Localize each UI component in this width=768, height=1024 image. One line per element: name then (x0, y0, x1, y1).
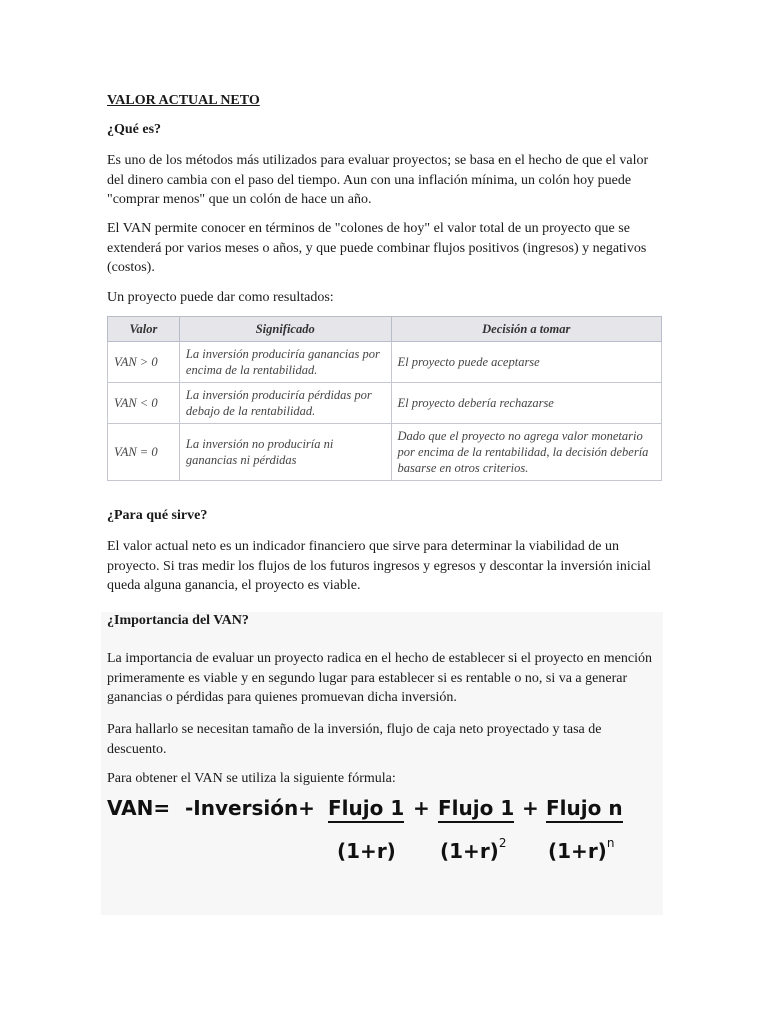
formula-denominator-2 (440, 836, 507, 863)
denominator-2-text: (1+r) (440, 839, 499, 863)
formula-investment: -Inversión+ (185, 796, 315, 820)
formula-denominator-3 (548, 836, 615, 863)
table-header-significado: Significado (179, 317, 391, 342)
table-header-row (108, 317, 662, 342)
table-cell-decision: El proyecto puede aceptarse (391, 342, 661, 383)
heading-que-es: ¿Qué es? (107, 122, 162, 137)
paragraph-van-explanation: El VAN permite conocer en términos de "colones de hoy" el valor total de un proyecto que se extenderá por varios meses o años, y que puede combinar flujos positivos (ingresos) y negativos (costos). (107, 221, 647, 275)
table-cell-decision: Dado que el proyecto no agrega valor monetario por encima de la rentabilidad, la decisión debería basarse en otros criterios. (391, 424, 661, 481)
table-header-valor: Valor (108, 317, 180, 342)
paragraph-importance: La importancia de evaluar un proyecto radica en el hecho de establecer si el proyecto en mención primeramente es viable y en segundo lugar para establecer si es rentable o no, si va a generar ganancias o pérdidas para quienes promuevan dicha inversión. (107, 651, 652, 705)
table-cell-significado: La inversión no produciría ni ganancias ni pérdidas (179, 424, 391, 481)
heading-importancia: ¿Importancia del VAN? (107, 613, 249, 628)
formula-flow-1: Flujo 1 (328, 796, 404, 823)
denominator-3-text: (1+r) (548, 839, 607, 863)
denominator-2-exponent: 2 (498, 836, 507, 850)
denominator-3-exponent: n (606, 836, 615, 850)
table-header-decision: Decisión a tomar (391, 317, 661, 342)
paragraph-requirements: Para hallarlo se necesitan tamaño de la inversión, flujo de caja neto proyectado y tasa de descuento. (107, 722, 602, 757)
formula-flow-2: Flujo 1 (438, 796, 514, 823)
table-cell-valor: VAN > 0 (108, 342, 180, 383)
formula-flow-n: Flujo n (546, 796, 623, 823)
table-row (108, 383, 662, 424)
document-title: VALOR ACTUAL NETO (107, 93, 260, 108)
van-formula (107, 796, 663, 876)
table-cell-valor: VAN = 0 (108, 424, 180, 481)
paragraph-results-intro: Un proyecto puede dar como resultados: (107, 290, 334, 305)
table-row (108, 342, 662, 383)
table-cell-decision: El proyecto debería rechazarse (391, 383, 661, 424)
table-cell-valor: VAN < 0 (108, 383, 180, 424)
table-cell-significado: La inversión produciría pérdidas por debajo de la rentabilidad. (179, 383, 391, 424)
paragraph-purpose: El valor actual neto es un indicador financiero que sirve para determinar la viabilidad de un proyecto. Si tras medir los flujos de los futuros ingresos y egresos y descontar la inversión inicial queda alguna ganancia, el proyecto es viable. (107, 539, 651, 593)
formula-lhs: VAN= (107, 796, 171, 820)
formula-denominator-1 (337, 839, 396, 863)
paragraph-formula-intro: Para obtener el VAN se utiliza la siguiente fórmula: (107, 771, 396, 786)
heading-para-que-sirve: ¿Para qué sirve? (107, 508, 208, 523)
results-table (107, 316, 662, 481)
denominator-1-text: (1+r) (337, 839, 396, 863)
table-cell-significado: La inversión produciría ganancias por encima de la rentabilidad. (179, 342, 391, 383)
formula-plus-1: + (413, 796, 430, 820)
paragraph-definition: Es uno de los métodos más utilizados para evaluar proyectos; se basa en el hecho de que el valor del dinero cambia con el paso del tiempo. Aun con una inflación mínima, un colón hoy puede "comprar menos" que un colón de hace un año. (107, 153, 649, 207)
table-row (108, 424, 662, 481)
formula-plus-2: + (522, 796, 539, 820)
